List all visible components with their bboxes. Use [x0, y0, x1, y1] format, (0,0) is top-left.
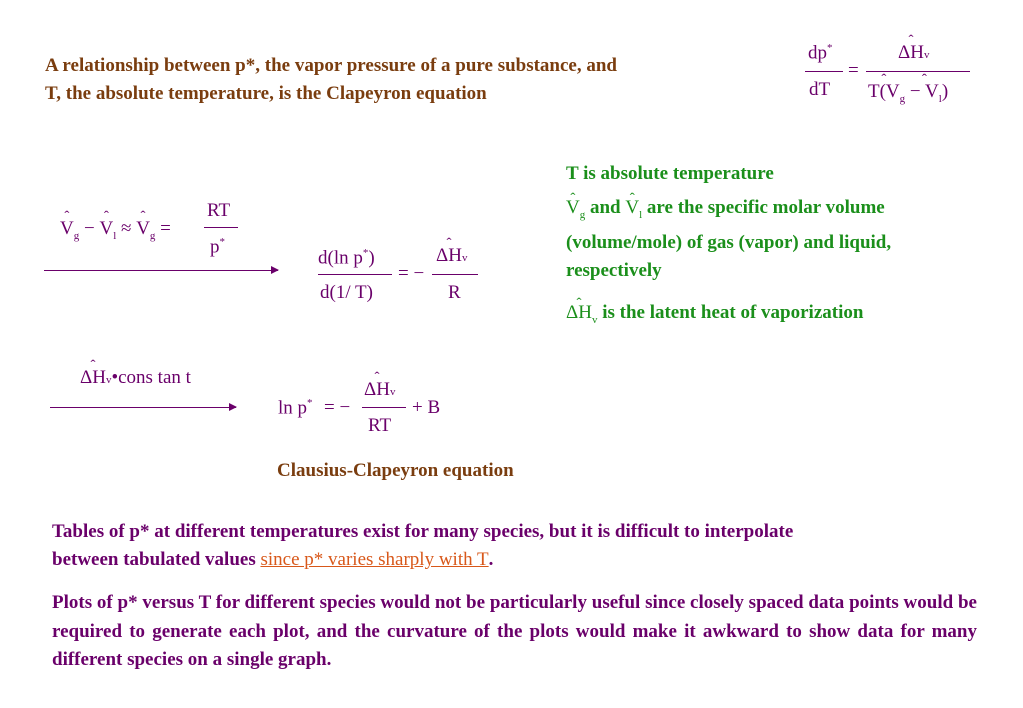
rt-numerator: RT [207, 200, 231, 221]
fraction-bar [362, 407, 406, 408]
intro-text [45, 52, 785, 108]
t-definition: T is absolute temperature [566, 163, 774, 184]
v-definition: ˆ $V_g$ and ˆ $V_l$ are the specific molar volume [566, 194, 1006, 229]
clapeyron-den: dT [809, 79, 831, 100]
since-p-varies-link[interactable]: since p* varies sharply with T [260, 549, 489, 570]
fraction-bar [805, 71, 843, 72]
constant-enthalpy-assumption: ˆ ΔHv•cons tan t [80, 366, 250, 392]
h-definition: ˆ $\Delta H_v$ is the latent heat of vaporization [566, 299, 1006, 334]
definitions-block: T is absolute temperature ˆ $V_g$ and ˆ $V_l$ are the specific molar volume (volume/mole) of gas (vapor) and liquid, respectively ˆ $\Delta H_v$ is the latent heat of vaporization [566, 160, 1006, 334]
ideal-gas-approximation: ˆ $V_g$ − ˆ $V_l$ ≈ ˆ $V_g$ = RT p* [60, 195, 250, 270]
intro-line-1: A relationship between p*, the vapor pressure of a pure substance, and [45, 55, 618, 76]
clapeyron-num: dp [808, 42, 827, 64]
arrow-1 [44, 270, 278, 271]
fraction-bar [432, 274, 478, 275]
paragraph-plots: Plots of p* versus T for different species would not be particularly useful since closely spaced data points would be required to generate each plot, and the curvature of the plots would make it awkward to show data for many different species on a single graph. [52, 592, 977, 670]
intro-line-2: T, the absolute temperature, is the Clapeyron equation [45, 83, 487, 104]
clausius-clapeyron-equation: ln p* = − ˆ ΔHv RT + B [278, 374, 458, 444]
lnp-derivative-equation: d(ln p*) d(1/ T) = − ˆ ΔHv R [318, 238, 498, 308]
clapeyron-equation: dp* dT = ˆ ΔHv ˆ $T(V_g$ ˆ − $V_l$) [800, 35, 980, 110]
fraction-bar [204, 227, 238, 228]
equals-sign: = [848, 60, 859, 81]
arrow-2 [50, 407, 236, 408]
delta-h-hat: ˆ ΔH [898, 43, 924, 62]
paragraph-tables: Tables of p* at different temperatures exist for many species, but it is difficult to interpolate between tabulated values since p* varies sharply with T. [52, 521, 794, 570]
clausius-label: Clausius-Clapeyron equation [277, 460, 514, 481]
fraction-bar [318, 274, 392, 275]
